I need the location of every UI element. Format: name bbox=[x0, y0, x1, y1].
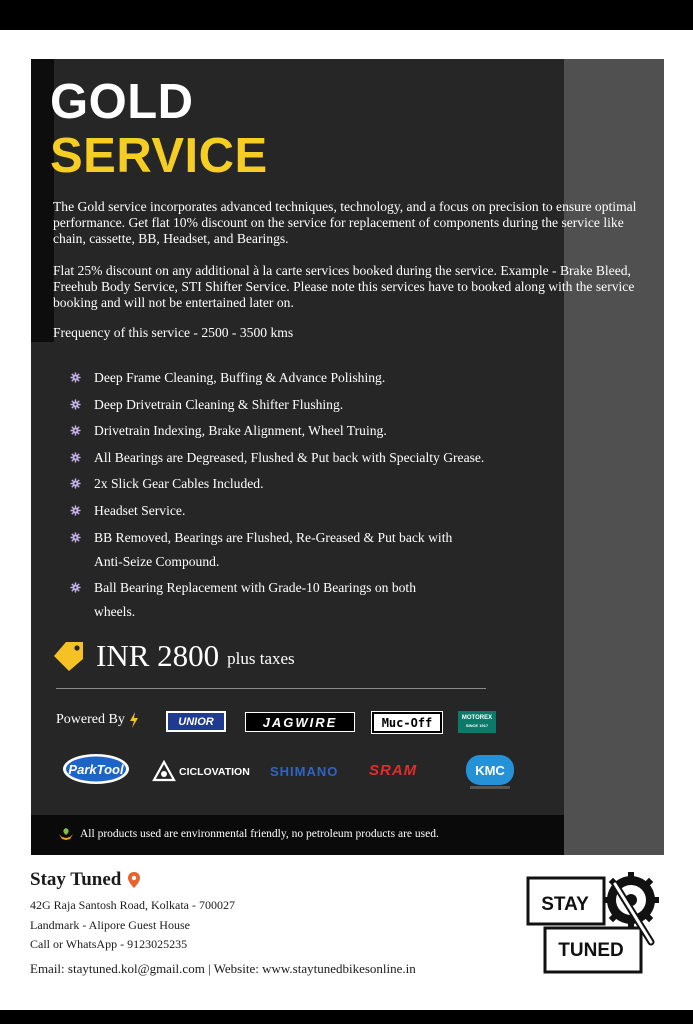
feature-text: All Bearings are Degreased, Flushed & Put back with Specialty Grease. bbox=[94, 449, 485, 465]
brand-name: Stay Tuned bbox=[30, 869, 122, 890]
footer-phone: Call or WhatsApp - 9123025235 bbox=[30, 937, 188, 951]
list-item bbox=[70, 419, 560, 443]
footer-address: 42G Raja Santosh Road, Kolkata - 700027 bbox=[30, 898, 235, 912]
jagwire-logo bbox=[245, 712, 355, 732]
footer-landmark: Landmark - Alipore Guest House bbox=[30, 918, 190, 932]
list-item bbox=[70, 499, 560, 523]
description-paragraph-2: Flat 25% discount on any additional à la carte services booked during the service. Example - Brake Bleed, Freehub Body Service, STI Shifter Service. Please note this services have to booked along with the service booking and will not be entertained later on. bbox=[53, 263, 635, 310]
motorex-logo-subtext: SINCE 1917 bbox=[465, 723, 489, 728]
mucoff-logo bbox=[372, 712, 442, 733]
kmc-logo-text: KMC bbox=[475, 762, 505, 778]
eco-note bbox=[58, 826, 439, 842]
mucoff-logo-text: Muc-Off bbox=[381, 715, 433, 730]
bottom-black-bar bbox=[0, 1010, 693, 1024]
ciclovation-logo-text: CICLOVATION bbox=[179, 766, 250, 778]
lightning-icon bbox=[129, 712, 139, 728]
feature-text: Deep Frame Cleaning, Buffing & Advance Polishing. bbox=[94, 370, 386, 385]
price-amount: INR 2800 bbox=[96, 638, 220, 673]
description-paragraph-1: The Gold service incorporates advanced techniques, technology, and a focus on precision to ensure optimal performance. Get flat 10% discount on the service for replacement of components during the service like chain, cassette, BB, Headset, and Bearings. bbox=[53, 199, 637, 246]
title-gold: GOLD bbox=[50, 75, 194, 129]
service-frequency: Frequency of this service - 2500 - 3500 kms bbox=[53, 325, 294, 340]
unior-logo-text: UNIOR bbox=[178, 715, 214, 728]
gear-bullet-icon bbox=[70, 452, 81, 463]
gear-bullet-icon bbox=[70, 425, 81, 436]
gear-bullet-icon bbox=[70, 582, 81, 593]
location-pin-icon bbox=[127, 872, 141, 888]
unior-logo bbox=[166, 711, 226, 732]
shimano-logo-text: SHIMANO bbox=[270, 764, 339, 779]
feature-text: Headset Service. bbox=[94, 502, 186, 518]
logo-tuned-text: TUNED bbox=[558, 940, 624, 961]
jagwire-logo-text: JAGWIRE bbox=[262, 714, 338, 730]
footer-brand bbox=[30, 869, 141, 891]
gear-bullet-icon bbox=[70, 372, 81, 383]
gear-bullet-icon bbox=[70, 505, 81, 516]
list-item bbox=[70, 446, 560, 470]
price-suffix: plus taxes bbox=[227, 649, 295, 668]
eco-hands-leaf-icon bbox=[58, 826, 74, 842]
feature-text: Drivetrain Indexing, Brake Alignment, Wheel Truing. bbox=[94, 423, 387, 439]
list-item bbox=[70, 526, 470, 574]
motorex-logo-text: MOTOREX bbox=[461, 715, 493, 721]
footer-email-website: Email: staytuned.kol@gmail.com | Website: www.staytunedbikesonline.in bbox=[30, 961, 416, 976]
parktool-logo-text: ParkTool bbox=[68, 762, 124, 777]
ciclovation-mark-icon bbox=[152, 760, 176, 784]
sram-logo bbox=[369, 762, 417, 779]
gear-bullet-icon bbox=[70, 532, 81, 543]
list-item bbox=[70, 472, 560, 496]
price-block bbox=[52, 636, 295, 676]
feature-list bbox=[70, 366, 560, 627]
parktool-logo bbox=[62, 752, 130, 786]
top-black-bar bbox=[0, 0, 693, 30]
shimano-logo bbox=[270, 764, 338, 779]
stay-tuned-logo bbox=[525, 870, 665, 976]
powered-by-label: Powered By bbox=[56, 712, 125, 727]
logo-stay-text: STAY bbox=[541, 894, 589, 915]
eco-note-text: All products used are environmental friendly, no petroleum products are used. bbox=[80, 828, 439, 840]
gear-bullet-icon bbox=[70, 399, 81, 410]
side-panel bbox=[564, 59, 664, 855]
list-item bbox=[70, 576, 420, 624]
title-service: SERVICE bbox=[50, 129, 268, 183]
feature-text: Deep Drivetrain Cleaning & Shifter Flushing. bbox=[94, 396, 344, 412]
price-tag-icon bbox=[52, 639, 86, 673]
motorex-logo bbox=[458, 711, 496, 733]
feature-text: 2x Slick Gear Cables Included. bbox=[94, 476, 264, 492]
kmc-tagline-mark bbox=[470, 786, 510, 789]
feature-text: Ball Bearing Replacement with Grade-10 Bearings on both wheels. bbox=[94, 580, 417, 620]
divider bbox=[56, 688, 486, 689]
kmc-logo bbox=[466, 755, 514, 785]
sram-logo-text: SRAM bbox=[369, 762, 418, 779]
ciclovation-logo bbox=[152, 759, 250, 785]
gear-bullet-icon bbox=[70, 478, 81, 489]
list-item bbox=[70, 366, 560, 390]
powered-by bbox=[56, 712, 139, 728]
list-item bbox=[70, 393, 560, 417]
feature-text: BB Removed, Bearings are Flushed, Re-Greased & Put back with Anti-Seize Compound. bbox=[94, 529, 453, 569]
